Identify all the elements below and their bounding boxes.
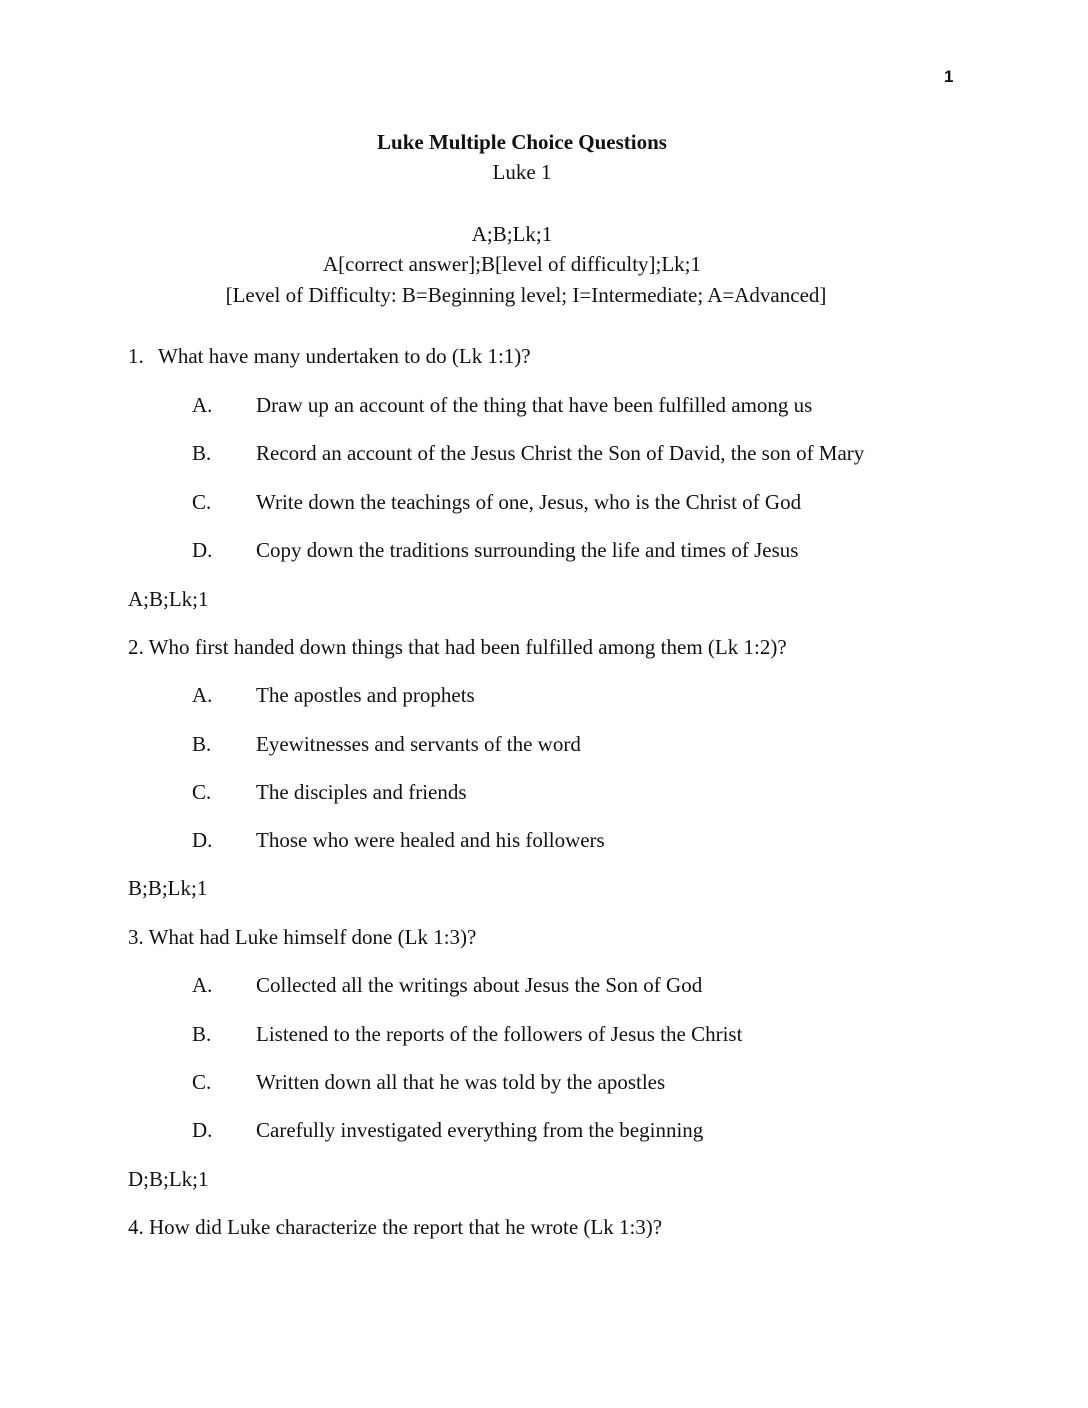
question-text: What had Luke himself done (Lk 1:3)?: [148, 925, 477, 949]
option-text: Written down all that he was told by the apostles: [256, 1070, 666, 1094]
key-format-long: A[correct answer];B[level of difficulty];Lk;1: [322, 252, 702, 276]
page-number: 1: [944, 67, 954, 86]
option-text: Collected all the writings about Jesus the Son of God: [256, 973, 703, 997]
difficulty-levels: [Level of Difficulty: B=Beginning level; I=Intermediate; A=Advanced]: [225, 283, 827, 307]
option-letter: A.: [192, 683, 213, 707]
option-text: Copy down the traditions surrounding the life and times of Jesus: [256, 538, 799, 562]
option-letter: D.: [192, 538, 213, 562]
option-text: Those who were healed and his followers: [256, 828, 605, 852]
option-letter: C.: [192, 1070, 212, 1094]
option-text: Record an account of the Jesus Christ the Son of David, the son of Mary: [256, 441, 865, 465]
option-letter: B.: [192, 441, 212, 465]
option-letter: C.: [192, 490, 212, 514]
option-text: The disciples and friends: [256, 780, 467, 804]
question-1: [128, 343, 531, 369]
option-letter: A.: [192, 973, 213, 997]
answer-key: A;B;Lk;1: [128, 587, 209, 611]
question-2: [128, 634, 787, 660]
option-letter: D.: [192, 1118, 213, 1142]
answer-key: D;B;Lk;1: [128, 1167, 209, 1191]
question-number: 4.: [128, 1215, 144, 1239]
option-text: Carefully investigated everything from the beginning: [256, 1118, 704, 1142]
option-letter: D.: [192, 828, 213, 852]
answer-key: B;B;Lk;1: [128, 876, 208, 900]
question-number: 3.: [128, 925, 144, 949]
option-text: Listened to the reports of the followers of Jesus the Christ: [256, 1022, 743, 1046]
option-letter: A.: [192, 393, 213, 417]
option-text: Write down the teachings of one, Jesus, who is the Christ of God: [256, 490, 802, 514]
page-title: Luke Multiple Choice Questions: [377, 130, 667, 154]
question-text: How did Luke characterize the report that he wrote (Lk 1:3)?: [149, 1215, 663, 1239]
question-text: What have many undertaken to do (Lk 1:1)?: [158, 344, 531, 368]
option-letter: B.: [192, 732, 212, 756]
question-4: [128, 1214, 662, 1240]
option-text: Draw up an account of the thing that have been fulfilled among us: [256, 393, 813, 417]
option-letter: C.: [192, 780, 212, 804]
option-letter: B.: [192, 1022, 212, 1046]
question-text: Who first handed down things that had been fulfilled among them (Lk 1:2)?: [148, 635, 787, 659]
option-text: The apostles and prophets: [256, 683, 475, 707]
page-subtitle: Luke 1: [492, 160, 552, 184]
question-number: 2.: [128, 635, 144, 659]
question-number: 1.: [128, 344, 144, 368]
question-3: [128, 924, 476, 950]
key-format-short: A;B;Lk;1: [471, 222, 553, 246]
option-text: Eyewitnesses and servants of the word: [256, 732, 581, 756]
